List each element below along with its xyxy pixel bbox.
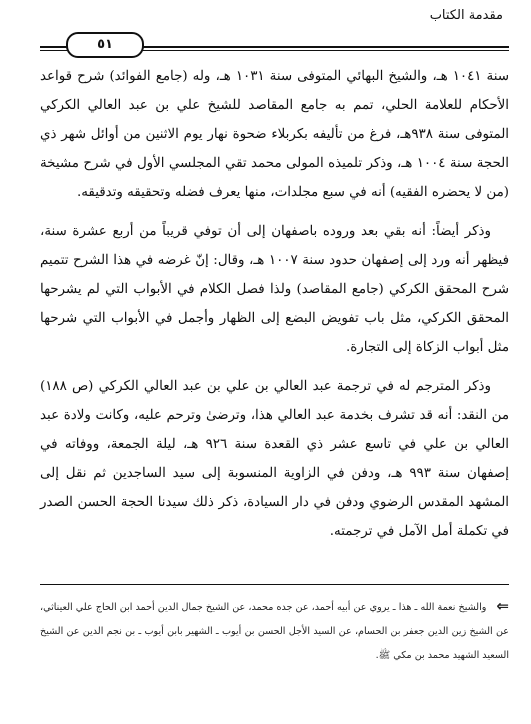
main-text [40, 62, 509, 556]
footnote-text: والشيخ نعمة الله ـ هذا ـ يروي عن أبيه أحمد، عن جده محمد، عن الشيخ جمال الدين أحمد ابن الحاج علي العيناثي، عن الشيخ زين الدين جعفر بن الحسام، عن السيد الأجل الحسن بن أيوب ـ الشهير بابن أيوب ـ بن نجم الدين عن الشيخ السعيد الشهيد محمد بن مكي ﷺ. [40, 602, 509, 661]
page-number-badge: ٥١ [66, 32, 144, 58]
footnote-separator [40, 584, 509, 585]
paragraph-3: وذكر المترجم له في ترجمة عبد العالي بن علي بن عبد العالي الكركي (ص ١٨٨) من النقد: أنه قد تشرف بخدمة عبد العالي هذا، وترضىٰ وترحم عليه، وكانت ولادة عبد العالي بن علي في تاسع عشر ذي القعدة سنة ٩٢٦ هـ، ليلة الجمعة، ووفاته في إصفهان سنة ٩٩٣ هـ، ودفن في الزاوية المنسوبة إلى سيد الساجدين ثم نقل إلى المشهد المقدس الرضوي ودفن في دار السيادة، ذكر ذلك سيدنا الحجة الحسن الصدر في تكملة أمل الآمل في ترجمته. [40, 379, 509, 539]
footnote-arrow-icon: ⇐ [496, 597, 509, 615]
running-header-title: مقدمة الكتاب [429, 8, 503, 23]
paragraph-2: وذكر أيضاً: أنه بقي بعد وروده باصفهان إلى أن توفي قريباً من أربع عشرة سنة، فيظهر أنه ورد إلى إصفهان حدود سنة ١٠٠٧ هـ، وقال: إنّ غرضه في هذا الشرح تتميم شرح المحقق الكركي (جامع المقاصد) ولذا فصل الكلام في الأبواب التي لم يشرحها المحقق الكركي، مثل باب تفويض البضع إلى الظهار وأجمل في الأبواب التي شرحها مثل أبواب الزكاة إلى التجارة. [40, 224, 509, 355]
footnote [40, 594, 509, 668]
paragraph-1: سنة ١٠٤١ هـ، والشيخ البهائي المتوفى سنة ١٠٣١ هـ، وله (جامع الفوائد) شرح قواعد الأحكام للعلامة الحلي، تمم به جامع المقاصد للشيخ علي بن عبد العالي الكركي المتوفى سنة ٩٣٨هـ، فرغ من تأليفه بكربلاء ضحوة نهار يوم الاثنين من أوائل شهر ذي الحجة سنة ١٠٠٤ هـ، وذكر تلميذه المولى محمد تقي المجلسي الأول في شرح مشيخة (من لا يحضره الفقيه) أنه في سبع مجلدات، منها يعرف فضله وتحقيقه وتدقيقه. [40, 69, 509, 200]
